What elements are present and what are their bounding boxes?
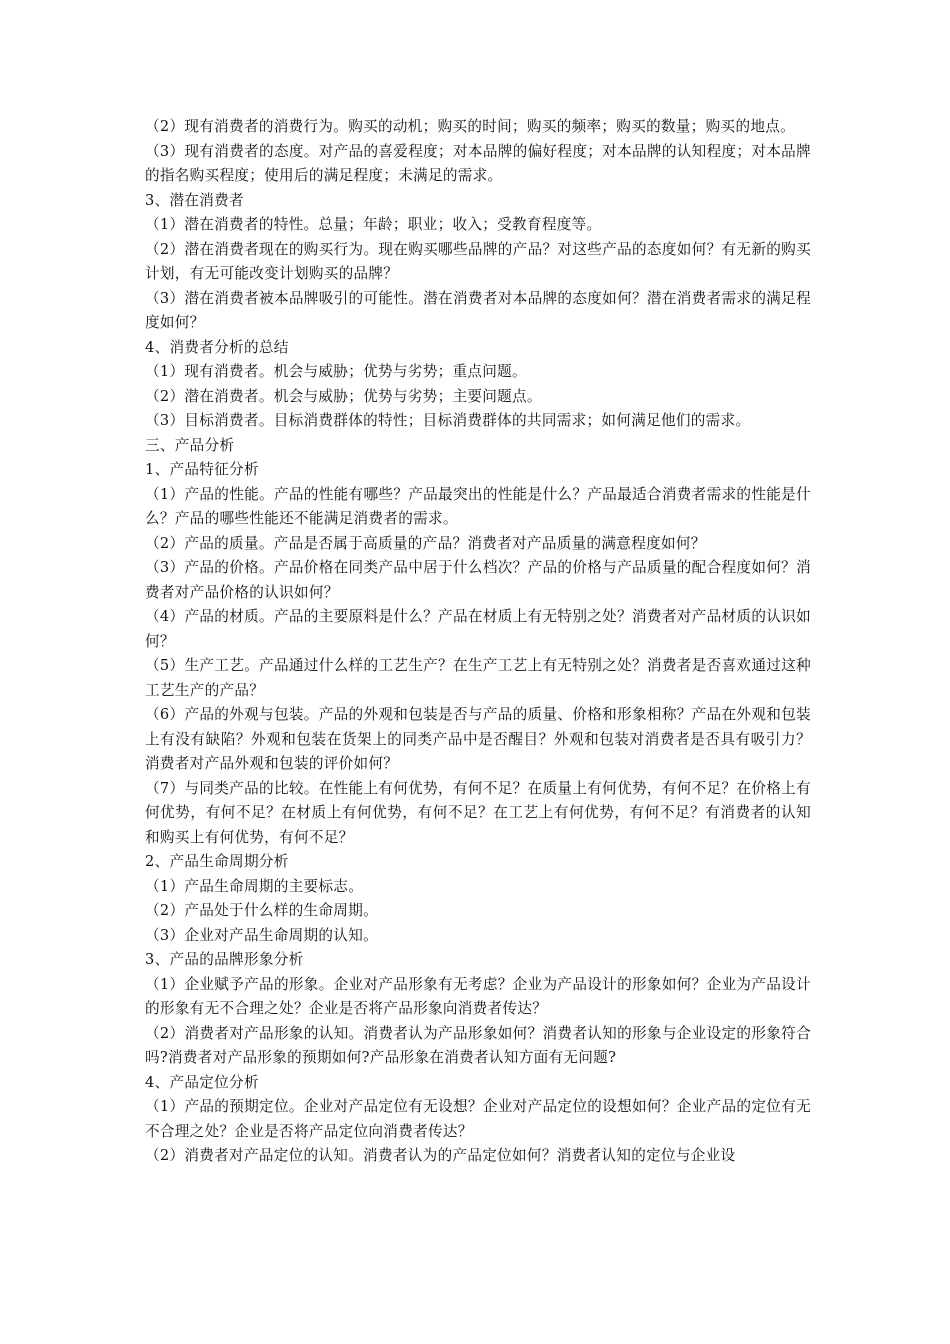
paragraph: （2）潜在消费者。机会与威胁；优势与劣势；主要问题点。 [145, 387, 542, 405]
paragraph: （1）产品的性能。产品的性能有哪些？产品最突出的性能是什么？产品最适合消费者需求的性能是什么？产品的哪些性能还不能满足消费者的需求。 [145, 485, 811, 527]
section-heading: 1、产品特征分析 [145, 461, 259, 478]
section-heading: 三、产品分析 [145, 436, 235, 454]
paragraph: （2）消费者对产品形象的认知。消费者认为产品形象如何？消费者认知的形象与企业设定的形象符合吗?消费者对产品形象的预期如何?产品形象在消费者认知方面有无问题? [145, 1024, 811, 1066]
paragraph: （3）企业对产品生命周期的认知。 [145, 926, 378, 944]
paragraph: （1）企业赋予产品的形象。企业对产品形象有无考虑？企业为产品设计的形象如何？企业为产品设计的形象有无不合理之处？企业是否将产品形象向消费者传达？ [145, 975, 811, 1017]
paragraph: （1）现有消费者。机会与威胁；优势与劣势；重点问题。 [145, 363, 527, 380]
paragraph: （1）产品的预期定位。企业对产品定位有无设想？企业对产品定位的设想如何？企业产品的定位有无不合理之处？企业是否将产品定位向消费者传达？ [145, 1098, 811, 1140]
section-heading: 4、消费者分析的总结 [145, 338, 289, 356]
paragraph: （2）产品的质量。产品是否属于高质量的产品？消费者对产品质量的满意程度如何？ [145, 534, 706, 552]
paragraph: （3）产品的价格。产品价格在同类产品中居于什么档次？产品的价格与产品质量的配合程度如何？消费者对产品价格的认识如何？ [145, 559, 811, 601]
paragraph: （1）潜在消费者的特性。总量；年龄；职业；收入；受教育程度等。 [145, 216, 602, 233]
paragraph: （3）潜在消费者被本品牌吸引的可能性。潜在消费者对本品牌的态度如何？潜在消费者需求的满足程度如何？ [145, 289, 811, 331]
paragraph: （2）潜在消费者现在的购买行为。现在购买哪些品牌的产品？对这些产品的态度如何？有无新的购买计划，有无可能改变计划购买的品牌？ [145, 240, 811, 282]
paragraph: （2）消费者对产品定位的认知。消费者认为的产品定位如何？消费者认知的定位与企业设 [145, 1147, 736, 1164]
paragraph: （5）生产工艺。产品通过什么样的工艺生产？在生产工艺上有无特别之处？消费者是否喜欢通过这种工艺生产的产品？ [145, 657, 811, 699]
section-heading: 3、潜在消费者 [145, 191, 244, 209]
paragraph: （6）产品的外观与包装。产品的外观和包装是否与产品的质量、价格和形象相称？产品在外观和包装上有没有缺陷？外观和包装在货架上的同类产品中是否醒目？外观和包装对消费者是否具有吸引力？消费者对产品外观和包装的评价如何？ [145, 706, 811, 772]
section-heading: 2、产品生命周期分析 [145, 853, 289, 870]
paragraph: （1）产品生命周期的主要标志。 [145, 877, 364, 895]
paragraph: （7）与同类产品的比较。在性能上有何优势，有何不足？在质量上有何优势，有何不足？在价格上有何优势，有何不足？在材质上有何优势，有何不足？在工艺上有何优势，有何不足？有消费者的认知和购买上有何优势，有何不足？ [145, 779, 811, 846]
paragraph: （2）产品处于什么样的生命周期。 [145, 902, 378, 919]
paragraph: （3）现有消费者的态度。对产品的喜爱程度；对本品牌的偏好程度；对本品牌的认知程度；对本品牌的指名购买程度；使用后的满足程度；未满足的需求。 [145, 142, 811, 184]
document-body [145, 115, 811, 1169]
paragraph: （2）现有消费者的消费行为。购买的动机；购买的时间；购买的频率；购买的数量；购买的地点。 [145, 118, 796, 135]
paragraph: （4）产品的材质。产品的主要原料是什么？产品在材质上有无特别之处？消费者对产品材质的认识如何？ [145, 608, 811, 650]
section-heading: 3、产品的品牌形象分析 [145, 951, 304, 968]
section-heading: 4、产品定位分析 [145, 1073, 259, 1091]
paragraph: （3）目标消费者。目标消费群体的特性；目标消费群体的共同需求；如何满足他们的需求。 [145, 412, 751, 429]
